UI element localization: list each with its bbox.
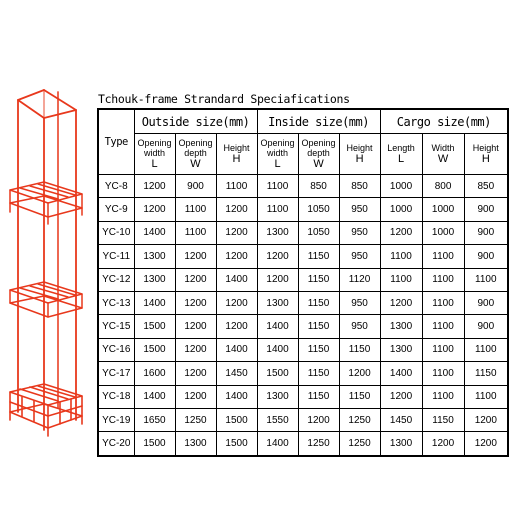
value-cell: 1200 [380, 291, 422, 314]
value-cell: 1500 [216, 408, 257, 431]
table-row [98, 221, 508, 244]
column-header [380, 134, 422, 175]
value-cell: 1500 [134, 432, 175, 456]
type-cell: YC-12 [98, 268, 134, 291]
table-row [98, 291, 508, 314]
value-cell: 1100 [422, 362, 464, 385]
value-cell: 1150 [464, 362, 508, 385]
value-cell: 1200 [464, 432, 508, 456]
value-cell: 1100 [422, 338, 464, 361]
column-header [422, 134, 464, 175]
value-cell: 1100 [422, 245, 464, 268]
column-header-letter: L [151, 158, 158, 170]
value-cell: 1000 [422, 221, 464, 244]
value-cell: 900 [464, 245, 508, 268]
value-cell: 1250 [175, 408, 216, 431]
type-cell: YC-11 [98, 245, 134, 268]
value-cell: 1400 [134, 385, 175, 408]
value-cell: 1100 [175, 221, 216, 244]
value-cell: 1300 [257, 221, 298, 244]
type-cell: YC-9 [98, 198, 134, 221]
value-cell: 900 [464, 198, 508, 221]
column-header-letter: H [355, 153, 364, 165]
type-cell: YC-18 [98, 385, 134, 408]
column-header-letter: L [274, 158, 281, 170]
table-row [98, 432, 508, 456]
value-cell: 1000 [422, 198, 464, 221]
value-cell: 1200 [298, 408, 339, 431]
column-subheader-row [98, 134, 508, 175]
value-cell: 1050 [298, 221, 339, 244]
value-cell: 1100 [422, 268, 464, 291]
column-header [339, 134, 380, 175]
value-cell: 1200 [380, 385, 422, 408]
value-cell: 850 [339, 175, 380, 198]
value-cell: 1300 [380, 432, 422, 456]
value-cell: 1000 [380, 175, 422, 198]
column-header-label: Opening width [137, 138, 172, 158]
stacking-rack-illustration [0, 0, 110, 440]
table-row [98, 198, 508, 221]
value-cell: 1250 [339, 408, 380, 431]
table-row [98, 362, 508, 385]
type-cell: YC-19 [98, 408, 134, 431]
value-cell: 1200 [216, 315, 257, 338]
value-cell: 1200 [216, 245, 257, 268]
value-cell: 1450 [216, 362, 257, 385]
value-cell: 1500 [216, 432, 257, 456]
value-cell: 1000 [380, 198, 422, 221]
value-cell: 1100 [422, 315, 464, 338]
value-cell: 1120 [339, 268, 380, 291]
value-cell: 1100 [175, 198, 216, 221]
type-cell: YC-20 [98, 432, 134, 456]
table-row [98, 268, 508, 291]
value-cell: 1200 [134, 175, 175, 198]
value-cell: 1600 [134, 362, 175, 385]
column-header [464, 134, 508, 175]
value-cell: 1400 [380, 362, 422, 385]
outside-size-header: Outside size(mm) [134, 109, 257, 134]
value-cell: 1100 [257, 198, 298, 221]
value-cell: 1400 [257, 315, 298, 338]
value-cell: 1200 [380, 221, 422, 244]
value-cell: 850 [464, 175, 508, 198]
column-header-letter: L [397, 153, 405, 165]
value-cell: 1150 [339, 385, 380, 408]
value-cell: 1200 [175, 338, 216, 361]
value-cell: 1200 [175, 362, 216, 385]
value-cell: 1300 [134, 245, 175, 268]
table-row [98, 338, 508, 361]
column-header-label: Length [387, 143, 415, 153]
value-cell: 1100 [380, 245, 422, 268]
value-cell: 1650 [134, 408, 175, 431]
value-cell: 1200 [339, 362, 380, 385]
value-cell: 1400 [216, 338, 257, 361]
value-cell: 1500 [134, 315, 175, 338]
column-header [298, 134, 339, 175]
column-header-letter: W [190, 158, 201, 170]
value-cell: 1100 [464, 268, 508, 291]
value-cell: 1200 [134, 198, 175, 221]
value-cell: 1200 [422, 432, 464, 456]
value-cell: 950 [339, 291, 380, 314]
value-cell: 1150 [298, 362, 339, 385]
column-header [216, 134, 257, 175]
value-cell: 800 [422, 175, 464, 198]
value-cell: 900 [464, 315, 508, 338]
table-row [98, 175, 508, 198]
value-cell: 1150 [339, 338, 380, 361]
value-cell: 1200 [175, 245, 216, 268]
value-cell: 1200 [216, 198, 257, 221]
value-cell: 1200 [216, 291, 257, 314]
value-cell: 1150 [298, 315, 339, 338]
value-cell: 1200 [175, 268, 216, 291]
column-header-label: Opening depth [301, 138, 336, 158]
value-cell: 1300 [257, 291, 298, 314]
value-cell: 1200 [257, 245, 298, 268]
type-cell: YC-13 [98, 291, 134, 314]
type-cell: YC-15 [98, 315, 134, 338]
column-header-label: Height [346, 143, 373, 153]
table-row [98, 315, 508, 338]
table-body [98, 175, 508, 456]
value-cell: 1100 [257, 175, 298, 198]
value-cell: 1400 [257, 338, 298, 361]
column-header-letter: W [313, 158, 324, 170]
value-cell: 900 [464, 291, 508, 314]
value-cell: 1150 [298, 385, 339, 408]
table-row [98, 408, 508, 431]
column-header-label: Width [431, 143, 455, 153]
value-cell: 1150 [298, 245, 339, 268]
value-cell: 1300 [380, 315, 422, 338]
value-cell: 850 [298, 175, 339, 198]
value-cell: 1300 [257, 385, 298, 408]
column-header-label: Height [223, 143, 250, 153]
value-cell: 900 [175, 175, 216, 198]
column-header-label: Opening depth [178, 138, 213, 158]
table-row [98, 245, 508, 268]
value-cell: 1500 [257, 362, 298, 385]
column-header-letter: W [437, 153, 449, 165]
value-cell: 1200 [175, 315, 216, 338]
value-cell: 1300 [134, 268, 175, 291]
value-cell: 1400 [134, 221, 175, 244]
specification-table [97, 108, 509, 457]
value-cell: 1100 [422, 291, 464, 314]
value-cell: 1100 [380, 268, 422, 291]
value-cell: 1150 [298, 268, 339, 291]
value-cell: 1100 [216, 175, 257, 198]
value-cell: 1300 [380, 338, 422, 361]
type-cell: YC-16 [98, 338, 134, 361]
value-cell: 1250 [339, 432, 380, 456]
value-cell: 1550 [257, 408, 298, 431]
value-cell: 900 [464, 221, 508, 244]
type-cell: YC-8 [98, 175, 134, 198]
value-cell: 1200 [175, 385, 216, 408]
value-cell: 1100 [464, 338, 508, 361]
value-cell: 1150 [298, 291, 339, 314]
value-cell: 1100 [464, 385, 508, 408]
value-cell: 1200 [464, 408, 508, 431]
column-header [175, 134, 216, 175]
column-header-label: Height [472, 143, 499, 153]
value-cell: 1400 [257, 432, 298, 456]
value-cell: 1150 [298, 338, 339, 361]
value-cell: 1400 [216, 268, 257, 291]
cargo-size-header: Cargo size(mm) [380, 109, 508, 134]
value-cell: 1150 [422, 408, 464, 431]
value-cell: 1500 [134, 338, 175, 361]
column-header-letter: H [232, 153, 241, 165]
value-cell: 1200 [257, 268, 298, 291]
value-cell: 1050 [298, 198, 339, 221]
value-cell: 1200 [216, 221, 257, 244]
table-row [98, 385, 508, 408]
column-header [257, 134, 298, 175]
type-column-header: Type [98, 109, 134, 175]
value-cell: 1250 [298, 432, 339, 456]
value-cell: 950 [339, 221, 380, 244]
value-cell: 1100 [422, 385, 464, 408]
column-header-letter: H [481, 153, 490, 165]
column-header [134, 134, 175, 175]
value-cell: 1200 [175, 291, 216, 314]
value-cell: 1400 [134, 291, 175, 314]
type-cell: YC-17 [98, 362, 134, 385]
value-cell: 950 [339, 198, 380, 221]
type-cell: YC-10 [98, 221, 134, 244]
value-cell: 1300 [175, 432, 216, 456]
table-title: Tchouk-frame Strandard Speciafications [98, 92, 350, 106]
value-cell: 950 [339, 245, 380, 268]
column-header-label: Opening width [260, 138, 295, 158]
value-cell: 1400 [216, 385, 257, 408]
inside-size-header: Inside size(mm) [257, 109, 380, 134]
value-cell: 950 [339, 315, 380, 338]
value-cell: 1450 [380, 408, 422, 431]
